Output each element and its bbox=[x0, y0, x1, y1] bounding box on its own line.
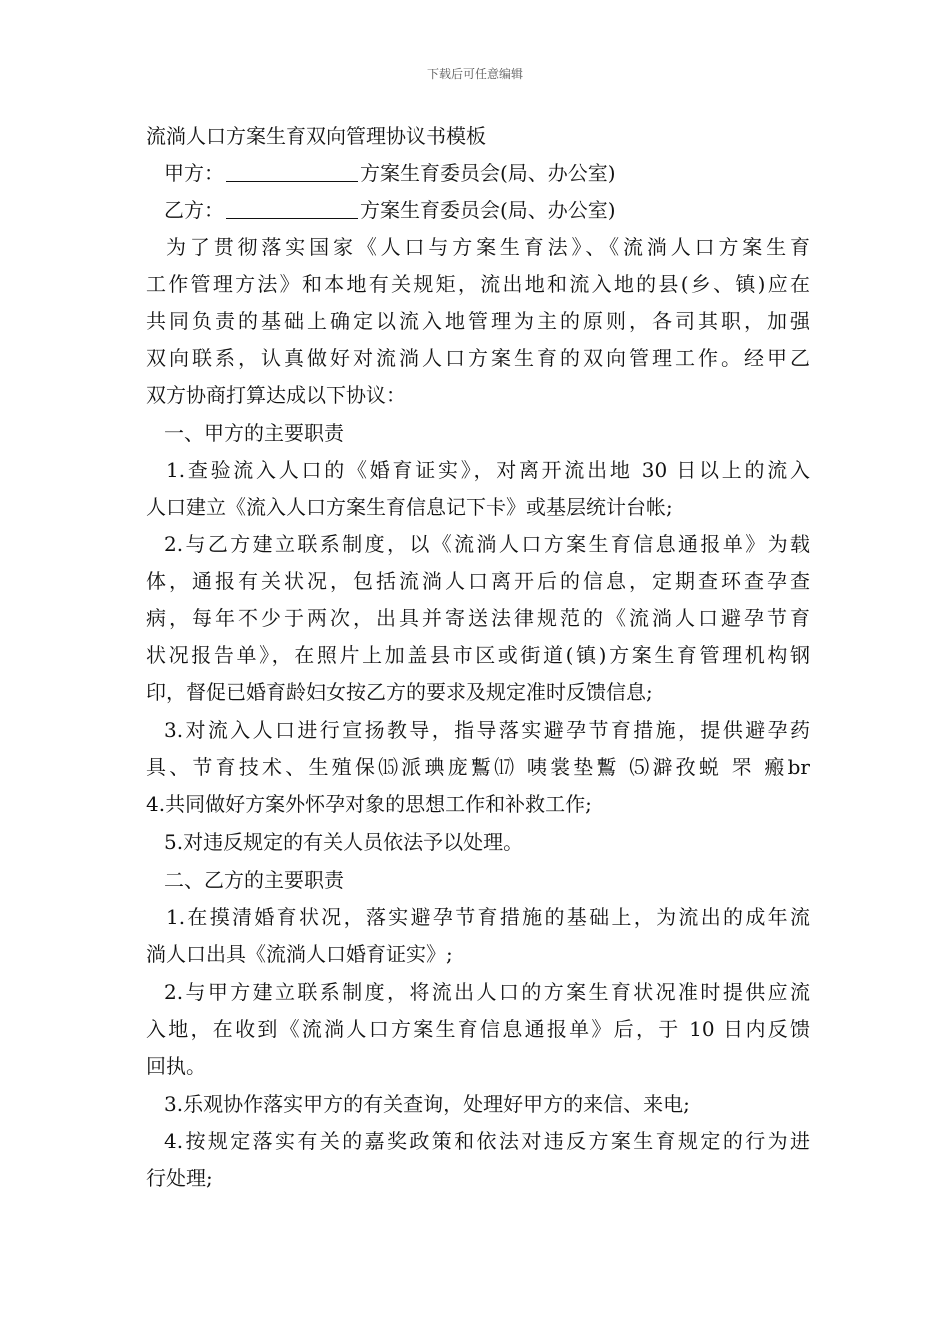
body-line: 5.对违反规定的有关人员依法予以处理。 bbox=[164, 830, 524, 854]
body-line: 1.查验流入人口的《婚育证实》，对离开流出地 30 日以上的流入 bbox=[166, 458, 810, 482]
body-line: 病，每年不少于两次，出具并寄送法律规范的《流淌人口避孕节育 bbox=[146, 606, 810, 630]
body-line: 双向联系，认真做好对流淌人口方案生育的双向管理工作。经甲乙 bbox=[146, 346, 810, 370]
body-line-garbled: 具、节育技术、生殖保⒂派琠庞䳻⒄ 咦裳垫䳻 ⑸澼孜蜕 罘 瘢br bbox=[146, 755, 810, 779]
body-line: 淌人口出具《流淌人口婚育证实》; bbox=[146, 942, 453, 966]
body-line: 回执。 bbox=[146, 1054, 206, 1078]
body-line: 双方协商打算达成以下协议： bbox=[146, 383, 406, 407]
body-line: 4.共同做好方案外怀孕对象的思想工作和补救工作; bbox=[146, 792, 592, 816]
party-b-line bbox=[164, 198, 828, 222]
section-heading-b: 二、乙方的主要职责 bbox=[164, 868, 344, 892]
body-line: 2.与甲方建立联系制度，将流出人口的方案生育状况准时提供应流 bbox=[164, 980, 810, 1004]
body-line: 体，通报有关状况，包括流淌人口离开后的信息，定期查环查孕查 bbox=[146, 569, 810, 593]
body-line: 3.乐观协作落实甲方的有关查询，处理好甲方的来信、来电; bbox=[164, 1092, 690, 1116]
party-a-line bbox=[164, 161, 828, 185]
body-line: 4.按规定落实有关的嘉奖政策和依法对违反方案生育规定的行为进 bbox=[164, 1129, 810, 1153]
body-line: 工作管理方法》和本地有关规矩，流出地和流入地的县(乡、镇)应在 bbox=[146, 272, 810, 296]
party-a-blank bbox=[226, 163, 358, 182]
party-b-blank bbox=[226, 200, 358, 219]
body-line: 2.与乙方建立联系制度，以《流淌人口方案生育信息通报单》为载 bbox=[164, 532, 810, 556]
party-b-label: 乙方： bbox=[164, 198, 224, 222]
section-heading-a: 一、甲方的主要职责 bbox=[164, 421, 344, 445]
party-a-suffix: 方案生育委员会(局、办公室) bbox=[360, 161, 616, 185]
body-line: 入地，在收到《流淌人口方案生育信息通报单》后，于 10 日内反馈 bbox=[146, 1017, 810, 1041]
page-header: 下载后可任意编辑 bbox=[426, 67, 523, 81]
body-line: 为了贯彻落实国家《人口与方案生育法》、《流淌人口方案生育 bbox=[166, 235, 810, 259]
body-line: 印，督促已婚育龄妇女按乙方的要求及规定准时反馈信息; bbox=[146, 680, 653, 704]
party-b-suffix: 方案生育委员会(局、办公室) bbox=[360, 198, 616, 222]
body-line: 1.在摸清婚育状况，落实避孕节育措施的基础上，为流出的成年流 bbox=[166, 905, 810, 929]
body-line: 状况报告单》，在照片上加盖县市区或街道(镇)方案生育管理机构钢 bbox=[146, 643, 810, 667]
body-line: 共同负责的基础上确定以流入地管理为主的原则，各司其职，加强 bbox=[146, 309, 810, 333]
document-title: 流淌人口方案生育双向管理协议书模板 bbox=[146, 124, 486, 148]
body-line: 3.对流入人口进行宣扬教导，指导落实避孕节育措施，提供避孕药 bbox=[164, 718, 810, 742]
body-line: 行处理; bbox=[146, 1166, 213, 1190]
body-line: 人口建立《流入人口方案生育信息记下卡》或基层统计台帐; bbox=[146, 495, 673, 519]
party-a-label: 甲方： bbox=[164, 161, 224, 185]
